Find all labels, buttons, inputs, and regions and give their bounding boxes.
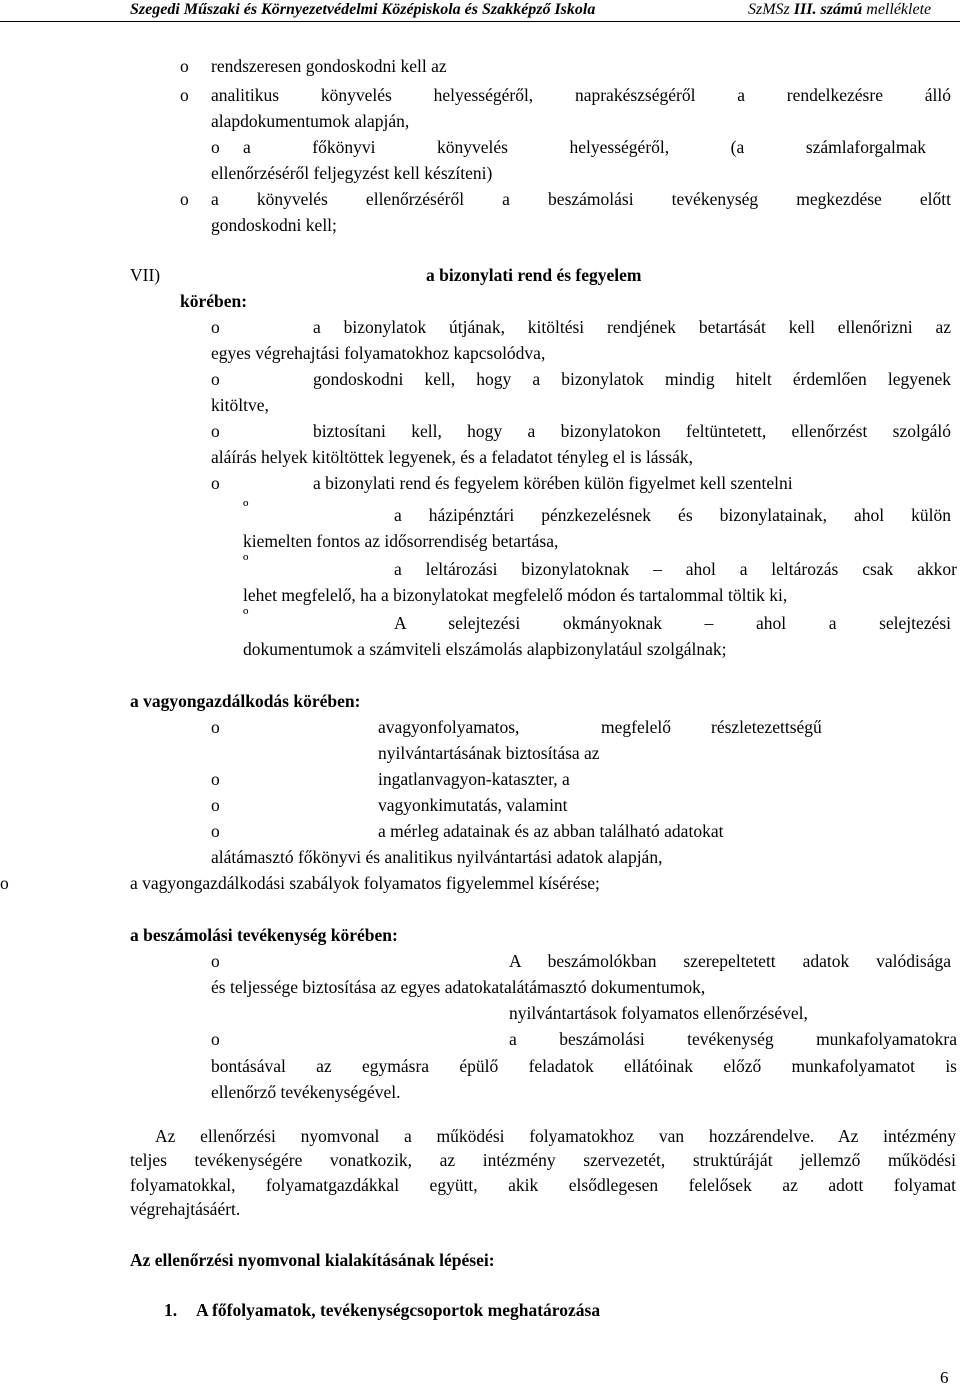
- step-label: A főfolyamatok, tevékenységcsoportok meghatározása: [196, 1300, 601, 1320]
- bullet-small: º: [243, 605, 249, 625]
- page-header: [0, 0, 960, 22]
- bullet-circle: o: [211, 421, 220, 441]
- text-line: egyes végrehajtási folyamatokhoz kapcsolódva,: [211, 343, 546, 363]
- text-line: és teljessége biztosítása az egyes adatokatalátámasztó dokumentumok,: [211, 977, 706, 997]
- text-line: aláírás helyek kitöltöttek legyenek, és a feladatot tényleg el is lássák,: [211, 447, 694, 467]
- text-line: kiemelten fontos az idősorrendiség betartása,: [243, 531, 559, 551]
- steps-title: Az ellenőrzési nyomvonal kialakításának lépései:: [130, 1250, 495, 1270]
- text-line: részletezettségű: [711, 717, 822, 737]
- text-line: A selejtezési okmányoknak – ahol a selejtezési: [394, 613, 951, 633]
- bullet-circle: o: [180, 85, 189, 105]
- annex-label: SzMSz III. számú melléklete: [748, 1, 932, 18]
- paragraph-line: folyamatokkal, folyamatgazdákkal együtt, akik elsődlegesen felelősek az adott folyamat: [130, 1175, 956, 1195]
- bullet-circle: o: [211, 717, 220, 737]
- text-line: a vagyongazdálkodási szabályok folyamatos figyelemmel kísérése;: [130, 873, 600, 893]
- paragraph-line: végrehajtásáért.: [130, 1199, 241, 1219]
- text-line: a leltározási bizonylatoknak – ahol a leltározás csak akkor: [394, 559, 957, 579]
- section-title: a vagyongazdálkodás körében:: [130, 691, 361, 711]
- bullet-circle: o: [211, 769, 220, 789]
- bullet-circle: o: [211, 369, 220, 389]
- text-line: a főkönyvi könyvelés helyességéről, (a számlaforgalmak: [243, 137, 926, 157]
- text-line: nyilvántartások folyamatos ellenőrzésével,: [509, 1003, 808, 1023]
- text-line: bontásával az egymásra épülő feladatok ellátóinak előző munkafolyamatot is: [211, 1056, 957, 1076]
- bullet-circle: o: [211, 137, 220, 157]
- text-line: A beszámolókban szerepeltetett adatok valódisága: [509, 951, 951, 971]
- section-title: a bizonylati rend és fegyelem: [426, 265, 642, 285]
- section-number: VII): [130, 265, 161, 285]
- bullet-small: º: [243, 551, 249, 571]
- text-line: dokumentumok a számviteli elszámolás alapbizonylatául szolgálnak;: [243, 639, 727, 659]
- text-line: nyilvántartásának biztosítása az: [378, 743, 600, 763]
- text-line: alapdokumentumok alapján,: [211, 111, 410, 131]
- bullet-circle: o: [211, 951, 220, 971]
- bullet-circle: o: [211, 821, 220, 841]
- step-number: 1.: [164, 1300, 178, 1320]
- bullet-circle: o: [180, 189, 189, 209]
- text-line: avagyonfolyamatos, megfelelő: [378, 717, 671, 737]
- text-line: analitikus könyvelés helyességéről, naprakészségéről a rendelkezésre álló: [211, 85, 951, 105]
- text-line: a bizonylatok útjának, kitöltési rendjének betartását kell ellenőrizni az: [313, 317, 951, 337]
- text-line: gondoskodni kell;: [211, 215, 337, 235]
- text-line: vagyonkimutatás, valamint: [378, 795, 568, 815]
- text-line: alátámasztó főkönyvi és analitikus nyilvántartási adatok alapján,: [211, 847, 663, 867]
- section-title-cont: körében:: [180, 291, 248, 311]
- school-name: Szegedi Műszaki és Környezetvédelmi Középiskola és Szakképző Iskola: [130, 1, 596, 18]
- page-number: 6: [940, 1368, 949, 1387]
- paragraph-line: teljes tevékenységére vonatkozik, az intézmény szervezetét, struktúráját jellemző működési: [130, 1150, 956, 1170]
- text-line: a házipénztári pénzkezelésnek és bizonylatainak, ahol külön: [394, 505, 951, 525]
- text-line: ellenőrző tevékenységével.: [211, 1082, 401, 1102]
- text-line: ingatlanvagyon-kataszter, a: [378, 769, 570, 789]
- text-line: biztosítani kell, hogy a bizonylatokon feltüntetett, ellenőrzést szolgáló: [313, 421, 951, 441]
- text-line: gondoskodni kell, hogy a bizonylatok mindig hitelt érdemlően legyenek: [313, 369, 951, 389]
- bullet-circle: o: [211, 1029, 220, 1049]
- text-line: a könyvelés ellenőrzéséről a beszámolási tevékenység megkezdése előtt: [211, 189, 951, 209]
- text-line: lehet megfelelő, ha a bizonylatokat megfelelő módon és tartalommal töltik ki,: [243, 585, 788, 605]
- text-line: a beszámolási tevékenység munkafolyamatokra: [509, 1029, 957, 1049]
- bullet-small: º: [243, 497, 249, 517]
- bullet-circle: o: [211, 317, 220, 337]
- paragraph-line: Az ellenőrzési nyomvonal a működési folyamatokhoz van hozzárendelve. Az intézmény: [155, 1126, 956, 1146]
- text-line: ellenőrzéséről feljegyzést kell készíteni): [211, 163, 493, 183]
- section-title: a beszámolási tevékenység körében:: [130, 925, 398, 945]
- text-line: rendszeresen gondoskodni kell az: [211, 56, 447, 76]
- bullet-circle: o: [180, 56, 189, 76]
- header-rule: [0, 21, 960, 22]
- text-line: a mérleg adatainak és az abban található adatokat: [378, 821, 724, 841]
- bullet-circle: o: [211, 795, 220, 815]
- text-line: kitöltve,: [211, 395, 269, 415]
- bullet-circle: o: [0, 873, 9, 893]
- bullet-circle: o: [211, 473, 220, 493]
- text-line: a bizonylati rend és fegyelem körében külön figyelmet kell szentelni: [313, 473, 793, 493]
